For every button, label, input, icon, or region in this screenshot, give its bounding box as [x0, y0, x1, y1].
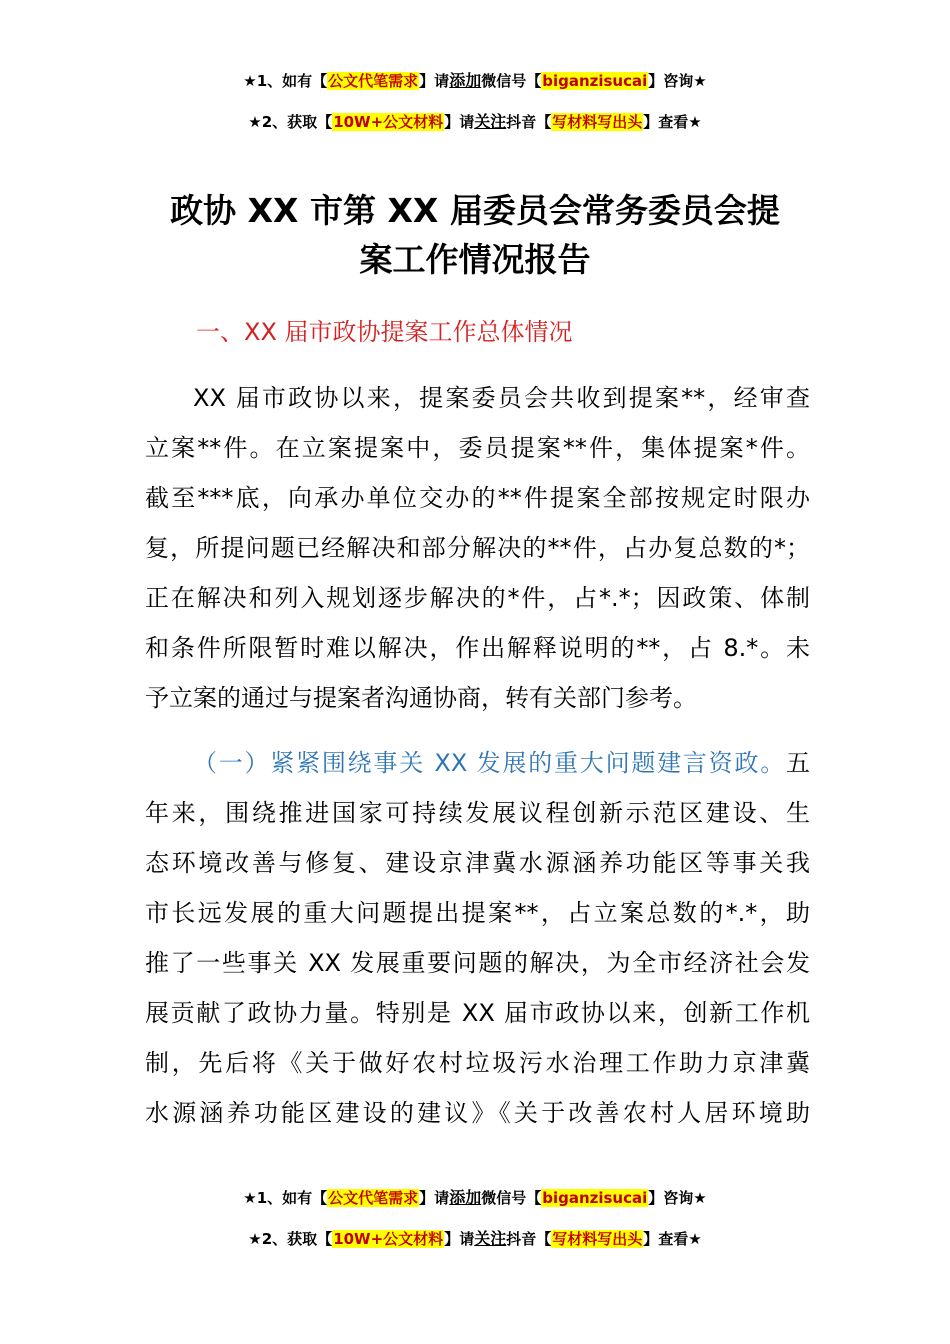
notice-highlight-douyin: 写材料写出头	[552, 1230, 643, 1248]
notice-text: ★1、如有【	[243, 1189, 328, 1207]
paragraph-text: 五	[786, 749, 810, 777]
paragraph-line: 推了一些事关 XX 发展重要问题的解决，为全市经济社会发	[145, 949, 810, 977]
notice-text: 】咨询★	[648, 1189, 707, 1207]
notice-text: ★2、获取【	[248, 113, 333, 131]
paragraph-line: 正在解决和列入规划逐步解决的*件，占*.*；因政策、体制	[145, 584, 810, 612]
notice-text: 】请	[444, 113, 475, 131]
notice-text: ★2、获取【	[248, 1230, 333, 1248]
paragraph-line: 予立案的通过与提案者沟通协商，转有关部门参考。	[145, 684, 697, 712]
section-heading: 一、XX 届市政协提案工作总体情况	[196, 318, 573, 346]
notice-text: 】请	[419, 72, 450, 90]
document-title-line-1: 政协 XX 市第 XX 届委员会常务委员会提	[170, 191, 780, 230]
promo-notice-footer-line-1	[0, 1187, 950, 1209]
subheading: （一）紧紧围绕事关 XX 发展的重大问题建言资政。	[193, 749, 786, 777]
notice-highlight: 公文代笔需求	[328, 72, 419, 90]
promo-notice-line-1	[0, 70, 950, 92]
notice-underlined: 添加	[449, 71, 482, 90]
notice-text: 微信号【	[481, 72, 542, 90]
notice-text: 抖音【	[506, 1230, 552, 1248]
notice-text: 抖音【	[506, 113, 552, 131]
notice-highlight-wechat-id: biganzisucai	[542, 72, 648, 90]
paragraph-line: 市长远发展的重大问题提出提案**，占立案总数的*.*，助	[145, 899, 810, 927]
notice-text: 微信号【	[481, 1189, 542, 1207]
paragraph-line: 制，先后将《关于做好农村垃圾污水治理工作助力京津冀	[145, 1049, 810, 1077]
paragraph-line-with-subheading	[193, 745, 810, 781]
notice-text: 】请	[444, 1230, 475, 1248]
paragraph-line: 水源涵养功能区建设的建议》《关于改善农村人居环境助	[145, 1099, 810, 1127]
paragraph-line: 复，所提问题已经解决和部分解决的**件，占办复总数的*；	[145, 534, 810, 562]
notice-text: 】查看★	[643, 113, 702, 131]
promo-notice-footer-line-2	[0, 1228, 950, 1250]
paragraph-line: 态环境改善与修复、建设京津冀水源涵养功能区等事关我	[145, 849, 810, 877]
notice-text: 】请	[419, 1189, 450, 1207]
paragraph-line: 年来，围绕推进国家可持续发展议程创新示范区建设、生	[145, 799, 810, 827]
notice-highlight: 10W+公文材料	[333, 113, 444, 131]
promo-notice-line-2	[0, 111, 950, 133]
notice-underlined: 关注	[474, 112, 507, 131]
notice-text: 】咨询★	[648, 72, 707, 90]
notice-highlight-douyin: 写材料写出头	[552, 113, 643, 131]
paragraph-line: 立案**件。在立案提案中，委员提案**件，集体提案*件。	[145, 434, 810, 462]
notice-underlined: 添加	[449, 1188, 482, 1207]
notice-text: 】查看★	[643, 1230, 702, 1248]
paragraph-line: 截至***底，向承办单位交办的**件提案全部按规定时限办	[145, 484, 810, 512]
notice-highlight-wechat-id: biganzisucai	[542, 1189, 648, 1207]
notice-underlined: 关注	[474, 1229, 507, 1248]
notice-highlight: 公文代笔需求	[328, 1189, 419, 1207]
paragraph-line: 和条件所限暂时难以解决，作出解释说明的**，占 8.*。未	[145, 634, 810, 662]
paragraph-line: 展贡献了政协力量。特别是 XX 届市政协以来，创新工作机	[145, 999, 810, 1027]
notice-highlight: 10W+公文材料	[333, 1230, 444, 1248]
notice-text: ★1、如有【	[243, 72, 328, 90]
paragraph-line: XX 届市政协以来，提案委员会共收到提案**，经审查	[193, 384, 810, 412]
document-title-line-2: 案工作情况报告	[359, 240, 591, 279]
